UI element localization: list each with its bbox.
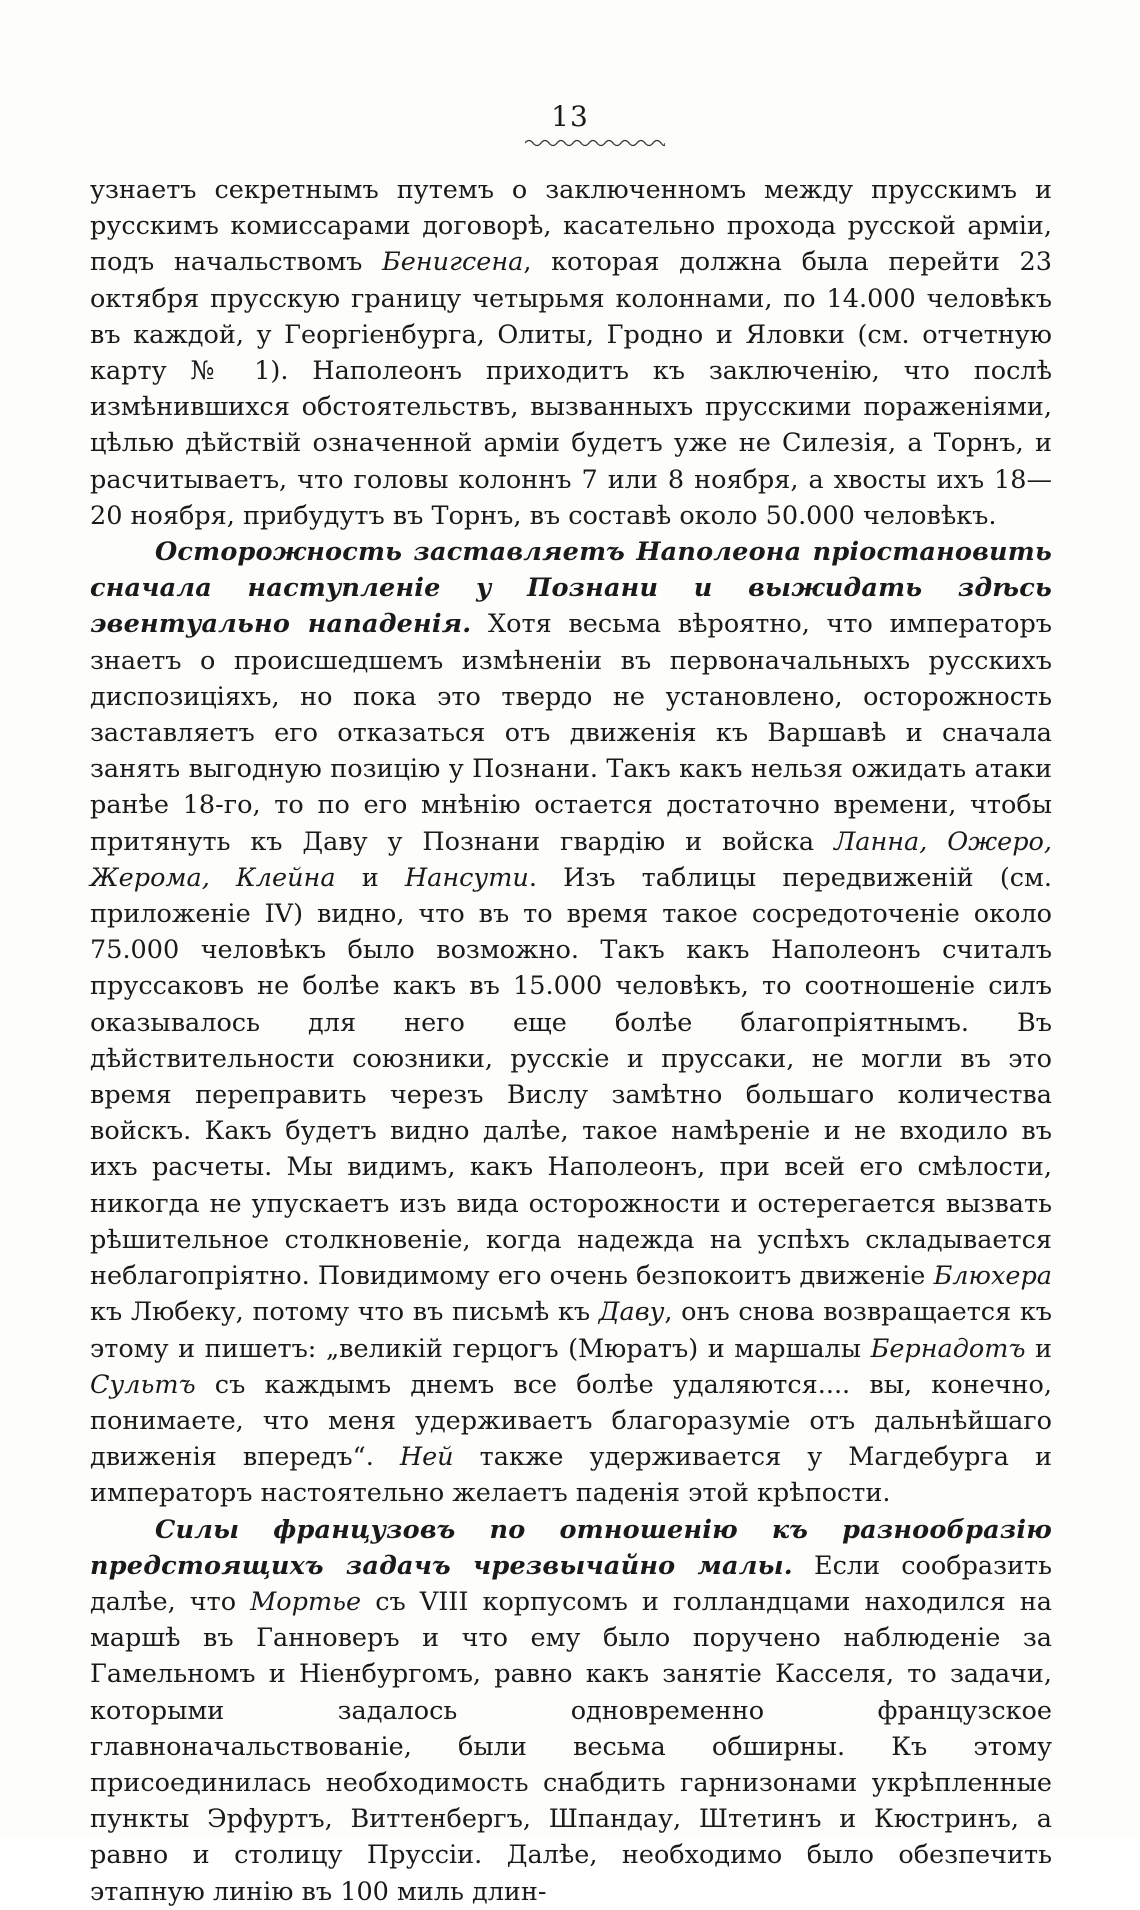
text-run: , онъ снова возвращается къ этому и пишетъ: „великій герцогъ (Мюратъ) и маршалы bbox=[90, 1297, 1052, 1364]
page-number-ornament bbox=[525, 137, 665, 149]
italic-name-run: Блюхера bbox=[933, 1261, 1052, 1292]
paragraph bbox=[90, 534, 1052, 1511]
text-run: Хотя весьма вѣроятно, что императоръ знаетъ о происшедшемъ измѣненіи въ первоначальныхъ русскихъ диспозиціяхъ, но пока это твердо не установлено, осторожность заставляетъ его отказаться отъ движенія къ Варшавѣ и сначала занять выгодную позицію у Познани. Такъ какъ нельзя ожидать атаки ранѣе 18-го, то по его мнѣнію остается достаточно времени, чтобы притянуть къ Даву у Познани гвардію и войска bbox=[90, 609, 1052, 857]
text-run: . Изъ таблицы передвиженій (см. приложеніе IV) видно, что въ то время такое сосредоточеніе около 75.000 человѣкъ было возможно. Такъ какъ Наполеонъ считалъ пруссаковъ не болѣе какъ въ 15.000 человѣкъ, то соотношеніе силъ оказывалось для него еще болѣе благопріятнымъ. Въ дѣйствительности союзники, русскіе и пруссаки, не могли въ это время переправить черезъ Вислу замѣтно большаго количества войскъ. Какъ будетъ видно далѣе, такое намѣреніе и не входило въ ихъ расчеты. Мы видимъ, какъ Наполеонъ, при всей его смѣлости, никогда не упускаетъ изъ вида осторожности и остерегается вызвать рѣшительное столкновеніе, когда надежда на успѣхъ складывается неблагопріятно. Повидимому его очень безпокоитъ движеніе bbox=[90, 862, 1052, 1292]
text-run: съ каждымъ днемъ все болѣе удаляются.... вы, конечно, понимаете, что меня удерживаетъ благоразуміе отъ дальнѣйшаго движенія впередъ“. bbox=[90, 1369, 1052, 1473]
text-run: съ VIII корпусомъ и голландцами находился на маршѣ въ Ганноверъ и что ему было поручено наблюденіе за Гамельномъ и Ніенбургомъ, равно какъ занятіе Касселя, то задачи, которыми задалось одновременно французское главноначальствованіе, были весьма обширны. Къ этому присоединилась необходимость снабдить гарнизонами укрѣпленные пункты Эрфуртъ, Виттенбергъ, Шпандау, Штетинъ и Кюстринъ, а равно и столицу Пруссіи. Далѣе, необходимо было обезпечить этапную линію въ 100 миль длин- bbox=[90, 1586, 1052, 1907]
italic-name-run: Бернадотъ bbox=[870, 1333, 1026, 1364]
text-run: и bbox=[335, 862, 405, 893]
italic-heading-run: Силы французовъ по отношенію къ разнообразію предстоящихъ задачъ чрезвычайно малы. bbox=[90, 1514, 1052, 1581]
italic-name-run: Нансути bbox=[404, 862, 529, 893]
body-text bbox=[90, 172, 1052, 1910]
text-run: и bbox=[1025, 1333, 1052, 1364]
italic-name-run: Ней bbox=[399, 1442, 454, 1473]
text-run: Если сообразить далѣе, что bbox=[90, 1550, 1052, 1617]
text-run: также удерживается у Магдебурга и императоръ настоятельно желаетъ паденія этой крѣпости. bbox=[90, 1442, 1052, 1509]
italic-name-run: Мортье bbox=[250, 1586, 362, 1617]
text-run: къ Любеку, потому что въ письмѣ къ bbox=[90, 1297, 599, 1328]
italic-heading-run: Осторожность заставляетъ Наполеона пріостановить сначала наступленіе у Познани и выжидать здѣсь эвентуально нападенія. bbox=[90, 537, 1052, 640]
paragraph bbox=[90, 172, 1052, 534]
italic-name-run: Сультъ bbox=[90, 1369, 196, 1400]
paragraph bbox=[90, 1512, 1052, 1910]
italic-name-run: Бенигсена bbox=[382, 247, 524, 278]
text-run: узнаетъ секретнымъ путемъ о заключенномъ между прусскимъ и русскимъ комиссарами договорѣ, касательно прохода русской арміи, подъ начальствомъ bbox=[90, 175, 1052, 278]
italic-name-run: Ланна, Ожеро, Жерома, Клейна bbox=[90, 826, 1052, 893]
italic-name-run: Даву bbox=[598, 1297, 665, 1328]
text-run: , которая должна была перейти 23 октября прусскую границу четырьмя колоннами, по 14.000 человѣкъ въ каждой, у Георгіенбурга, Олиты, Гродно и Яловки (см. отчетную карту № 1). Наполеонъ приходитъ къ заключенію, что послѣ измѣнившихся обстоятельствъ, вызванныхъ прусскими пораженіями, цѣлью дѣйствій означенной арміи будетъ уже не Силезія, а Торнъ, и расчитываетъ, что головы колоннъ 7 или 8 ноября, а хвосты ихъ 18—20 ноября, прибудутъ въ Торнъ, въ составѣ около 50.000 человѣкъ. bbox=[90, 247, 1052, 531]
page-number: 13 bbox=[551, 100, 589, 133]
